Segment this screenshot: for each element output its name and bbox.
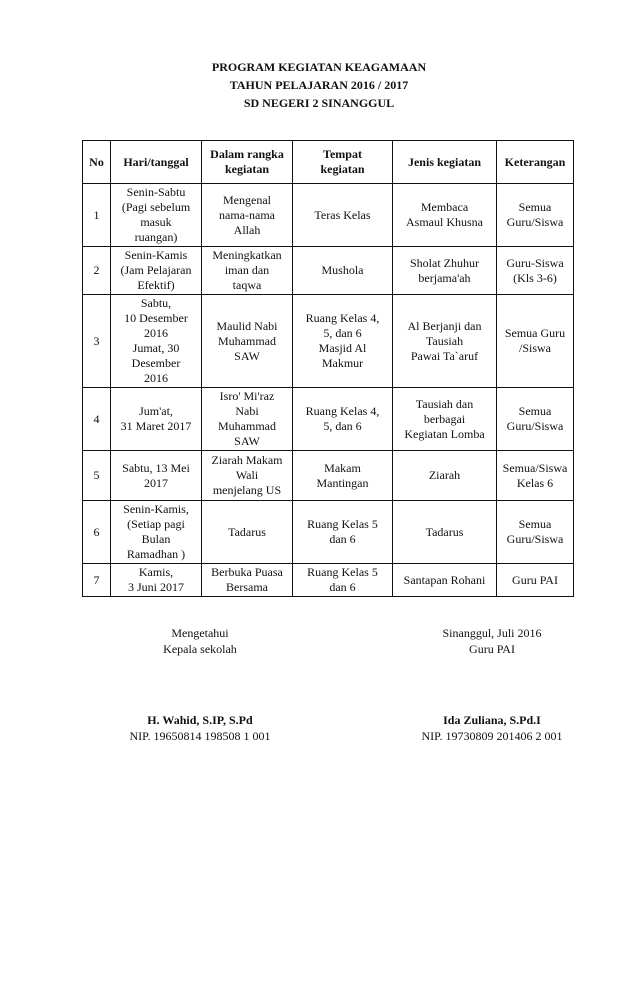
cell-no: 4 — [83, 388, 111, 451]
cell-jenis: Membaca Asmaul Khusna — [393, 184, 497, 247]
cell-dalam-rangka: Tadarus — [202, 501, 293, 564]
cell-tempat: Teras Kelas — [293, 184, 393, 247]
header-dalam-rangka: Dalam rangka kegiatan — [202, 141, 293, 184]
table-row — [83, 247, 574, 295]
cell-keterangan: Semua Guru/Siswa — [497, 388, 574, 451]
table-row — [83, 295, 574, 388]
program-table — [82, 140, 574, 597]
table-row — [83, 451, 574, 501]
signature-left-block — [100, 712, 300, 744]
cell-dalam-rangka: Berbuka Puasa Bersama — [202, 564, 293, 597]
signature-left-line1: Mengetahui — [171, 626, 229, 640]
cell-hari-tanggal: Kamis, 3 Juni 2017 — [111, 564, 202, 597]
cell-dalam-rangka: Ziarah Makam Wali menjelang US — [202, 451, 293, 501]
signature-left-name: H. Wahid, S.IP, S.Pd — [147, 713, 253, 727]
cell-hari-tanggal: Senin-Kamis, (Setiap pagi Bulan Ramadhan ) — [111, 501, 202, 564]
cell-keterangan: Semua Guru/Siswa — [497, 501, 574, 564]
signature-right-nip: NIP. 19730809 201406 2 001 — [421, 729, 563, 743]
signature-left-line2: Kepala sekolah — [163, 642, 237, 656]
signature-left-nip: NIP. 19650814 198508 1 001 — [129, 729, 271, 743]
title-line-3: SD NEGERI 2 SINANGGUL — [243, 96, 395, 110]
signature-right-block — [392, 712, 592, 744]
cell-no: 1 — [83, 184, 111, 247]
cell-keterangan: Guru-Siswa (Kls 3-6) — [497, 247, 574, 295]
cell-jenis: Ziarah — [393, 451, 497, 501]
cell-jenis: Tausiah dan berbagai Kegiatan Lomba — [393, 388, 497, 451]
cell-hari-tanggal: Sabtu, 10 Desember 2016 Jumat, 30 Desember 2016 — [111, 295, 202, 388]
title-line-1: PROGRAM KEGIATAN KEAGAMAAN — [211, 60, 427, 74]
signature-right-heading — [392, 625, 592, 657]
cell-no: 2 — [83, 247, 111, 295]
cell-tempat: Ruang Kelas 4, 5, dan 6 — [293, 388, 393, 451]
cell-jenis: Al Berjanji dan Tausiah Pawai Ta`aruf — [393, 295, 497, 388]
cell-tempat: Makam Mantingan — [293, 451, 393, 501]
cell-keterangan: Semua/Siswa Kelas 6 — [497, 451, 574, 501]
table-row — [83, 184, 574, 247]
cell-hari-tanggal: Senin-Kamis (Jam Pelajaran Efektif) — [111, 247, 202, 295]
table-row — [83, 564, 574, 597]
header-tempat: Tempat kegiatan — [293, 141, 393, 184]
cell-no: 6 — [83, 501, 111, 564]
cell-tempat: Ruang Kelas 4, 5, dan 6 Masjid Al Makmur — [293, 295, 393, 388]
cell-dalam-rangka: Mengenal nama-nama Allah — [202, 184, 293, 247]
cell-hari-tanggal: Senin-Sabtu (Pagi sebelum masuk ruangan) — [111, 184, 202, 247]
header-hari-tanggal: Hari/tanggal — [111, 141, 202, 184]
signature-right-name: Ida Zuliana, S.Pd.I — [443, 713, 541, 727]
header-jenis: Jenis kegiatan — [393, 141, 497, 184]
table-row — [83, 388, 574, 451]
cell-tempat: Mushola — [293, 247, 393, 295]
signature-left-heading — [100, 625, 300, 657]
cell-no: 7 — [83, 564, 111, 597]
cell-no: 5 — [83, 451, 111, 501]
cell-dalam-rangka: Meningkatkan iman dan taqwa — [202, 247, 293, 295]
cell-tempat: Ruang Kelas 5 dan 6 — [293, 501, 393, 564]
document-title — [0, 58, 638, 112]
cell-keterangan: Semua Guru/Siswa — [497, 184, 574, 247]
title-line-2: TAHUN PELAJARAN 2016 / 2017 — [229, 78, 409, 92]
cell-no: 3 — [83, 295, 111, 388]
table-header-row — [83, 141, 574, 184]
cell-hari-tanggal: Jum'at, 31 Maret 2017 — [111, 388, 202, 451]
cell-jenis: Tadarus — [393, 501, 497, 564]
cell-keterangan: Guru PAI — [497, 564, 574, 597]
cell-keterangan: Semua Guru /Siswa — [497, 295, 574, 388]
cell-dalam-rangka: Isro' Mi'raz Nabi Muhammad SAW — [202, 388, 293, 451]
header-keterangan: Keterangan — [497, 141, 574, 184]
cell-jenis: Sholat Zhuhur berjama'ah — [393, 247, 497, 295]
cell-dalam-rangka: Maulid Nabi Muhammad SAW — [202, 295, 293, 388]
cell-hari-tanggal: Sabtu, 13 Mei 2017 — [111, 451, 202, 501]
cell-jenis: Santapan Rohani — [393, 564, 497, 597]
header-no: No — [83, 141, 111, 184]
signature-right-line1: Sinanggul, Juli 2016 — [442, 626, 542, 640]
cell-tempat: Ruang Kelas 5 dan 6 — [293, 564, 393, 597]
table-row — [83, 501, 574, 564]
signature-right-line2: Guru PAI — [469, 642, 515, 656]
